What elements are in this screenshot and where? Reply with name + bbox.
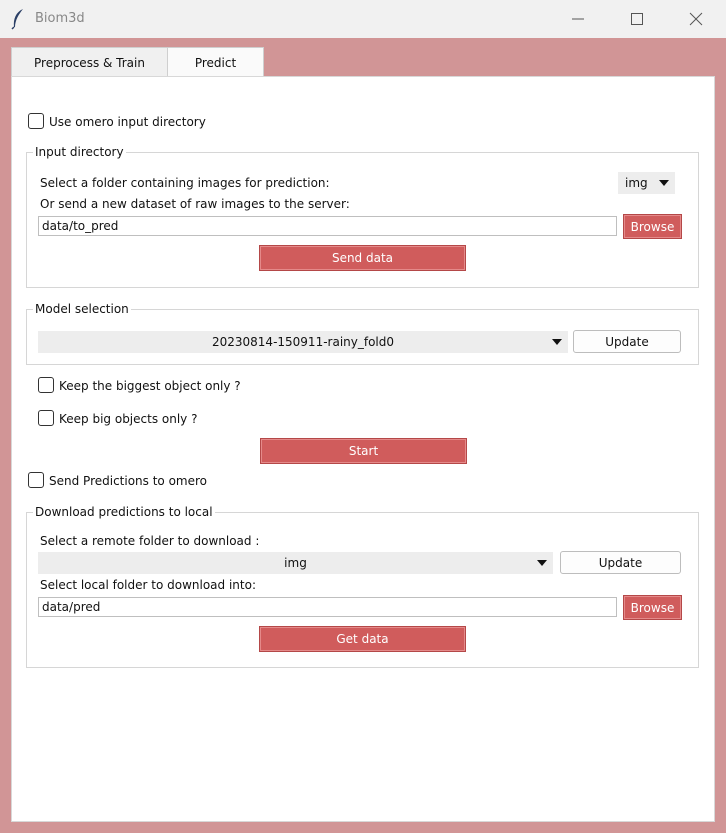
predict-panel (11, 76, 715, 822)
keep-big-checkbox[interactable] (38, 410, 54, 426)
start-button[interactable] (260, 438, 467, 464)
use-omero-input-checkbox[interactable] (28, 113, 44, 129)
remote-folder-select[interactable] (38, 552, 553, 574)
start-label: Start (348, 444, 379, 458)
update-model-button[interactable] (573, 330, 681, 353)
model-selection-title: Model selection (35, 302, 129, 316)
browse-local-button[interactable] (623, 595, 682, 620)
update-remote-label: Update (598, 555, 643, 570)
tab-label: Preprocess & Train (34, 55, 145, 70)
tab-preprocess-train[interactable] (11, 47, 168, 77)
close-button[interactable] (673, 0, 719, 38)
browse-local-label: Browse (630, 600, 675, 615)
folder-type-value: img (625, 176, 648, 190)
input-directory-group (26, 145, 699, 288)
chevron-down-icon (659, 180, 669, 186)
update-remote-button[interactable] (560, 551, 681, 574)
select-folder-label: Select a folder containing images for prediction: (40, 176, 330, 190)
model-select[interactable] (38, 331, 568, 353)
input-directory-title: Input directory (35, 145, 124, 159)
input-path-field[interactable]: data/to_pred (38, 216, 617, 236)
tab-label: Predict (194, 55, 237, 70)
feather-icon (10, 8, 26, 30)
chevron-down-icon (552, 339, 562, 345)
remote-folder-value: img (284, 556, 307, 570)
update-model-label: Update (605, 334, 649, 349)
folder-type-select[interactable] (618, 172, 675, 194)
remote-folder-label: Select a remote folder to download : (40, 534, 260, 548)
model-selection-group (26, 302, 699, 365)
send-to-omero-checkbox[interactable] (28, 472, 44, 488)
keep-biggest-label: Keep the biggest object only ? (59, 379, 241, 393)
get-data-label: Get data (336, 632, 389, 646)
local-folder-label: Select local folder to download into: (40, 578, 256, 592)
close-icon (689, 12, 703, 26)
maximize-icon (631, 13, 643, 25)
keep-biggest-checkbox[interactable] (38, 377, 54, 393)
get-data-button[interactable] (259, 626, 466, 652)
tab-predict[interactable] (167, 47, 264, 77)
minimize-button[interactable] (555, 0, 601, 38)
send-to-omero-label: Send Predictions to omero (49, 474, 208, 488)
local-path-field[interactable]: data/pred (38, 597, 617, 617)
window-title: Biom3d (35, 11, 85, 26)
keep-big-label: Keep big objects only ? (59, 412, 198, 426)
chevron-down-icon (537, 560, 547, 566)
download-group (26, 505, 699, 668)
send-data-button[interactable] (259, 245, 466, 271)
send-dataset-label: Or send a new dataset of raw images to the server: (40, 197, 350, 211)
use-omero-input-label: Use omero input directory (49, 115, 206, 129)
browse-input-button[interactable] (623, 214, 682, 239)
model-select-value: 20230814-150911-rainy_fold0 (211, 335, 395, 349)
download-title: Download predictions to local (35, 505, 213, 519)
send-data-label: Send data (331, 251, 394, 265)
minimize-icon (572, 13, 584, 25)
maximize-button[interactable] (614, 0, 660, 38)
browse-input-label: Browse (630, 219, 675, 234)
title-bar (0, 0, 726, 38)
